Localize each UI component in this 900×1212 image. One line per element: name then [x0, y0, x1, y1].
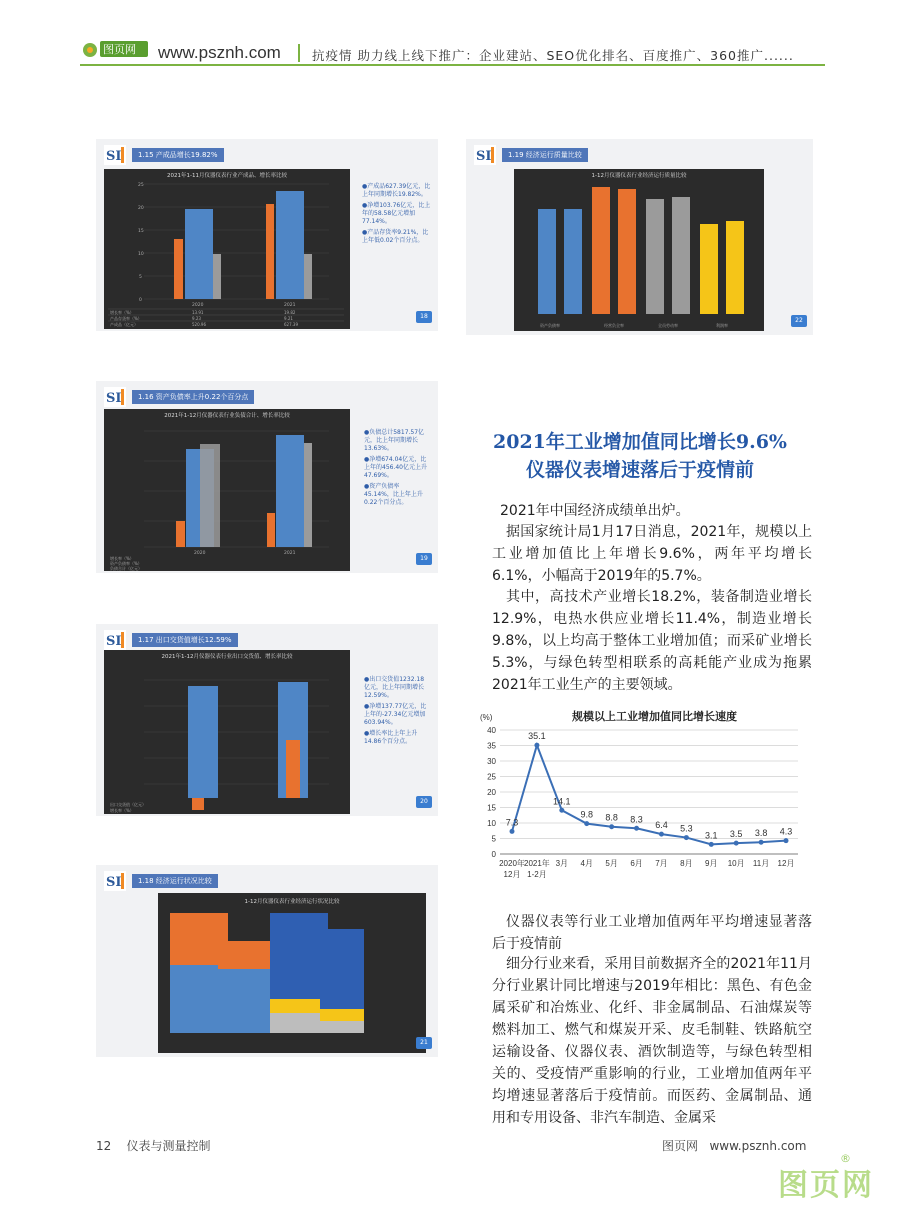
header-slogan: 抗疫情 助力线上线下推广：企业建站、SEO优化排名、百度推广、360推广...... [312, 48, 794, 63]
bar-q [646, 199, 664, 314]
y-tick-label: 20 [487, 788, 496, 797]
slide-title: 1.18 经济运行状况比较 [132, 874, 218, 888]
bar-rate-2020 [213, 254, 221, 299]
data-point [684, 835, 689, 840]
svg-text:出口交货值（亿元）: 出口交货值（亿元） [110, 802, 146, 807]
bar-stock-2020 [185, 209, 213, 299]
data-label: 8.8 [605, 812, 618, 823]
svg-text:5: 5 [139, 275, 142, 280]
svg-text:SI: SI [106, 875, 122, 890]
data-point [709, 842, 714, 847]
y-tick-label: 5 [491, 834, 496, 844]
data-label: 35.1 [528, 731, 546, 742]
data-label: 5.3 [680, 823, 693, 834]
bar-stack-main [270, 913, 328, 999]
paragraph: 细分行业来看，采用目前数据齐全的2021年11月分行业累计同比增速与2019年相比：黑色、有色金属采矿和冶炼业、化纤、非金属制品、石油煤炭等燃料加工、燃气和煤炭开采、皮毛制鞋、铁路航空运输设备、仪器仪表、酒饮制造等，与绿色转型相关的、受疫情严重影响的行业，工业增加值两年平均增速显著落后于疫情前。而医药、金属制品、通用和专用设备、非汽车制造、金属采 [492, 956, 812, 1126]
footer-site[interactable] [662, 1137, 806, 1154]
x-tick-label: 6月 [630, 859, 643, 868]
article-title-line1: 2021年工业增加值同比增长9.6% [493, 431, 787, 453]
bar-stack-cost [320, 1021, 364, 1033]
x-tick-label: 12月 [503, 870, 521, 879]
series-line [512, 745, 786, 844]
data-label: 7.3 [505, 817, 519, 828]
svg-text:19.82: 19.82 [284, 310, 296, 315]
svg-text:2021: 2021 [284, 551, 296, 556]
magazine-name: 仪表与测量控制 [126, 1139, 211, 1153]
chart-title: 2021年1-12月仪器仪表行业出口交货值、增长率比较 [161, 654, 293, 660]
svg-text:2020: 2020 [194, 551, 206, 556]
header-site-url[interactable]: www.psznh.com [158, 43, 281, 62]
bar-growth-2021 [267, 513, 275, 547]
svg-text:SI: SI [106, 391, 122, 406]
logo-text: 图页网 [103, 43, 136, 56]
x-tick-label: 5月 [605, 859, 618, 868]
data-label: 3.1 [705, 830, 718, 841]
slide-chart [104, 650, 350, 814]
bar-debt-2021 [276, 435, 304, 547]
bar-stock-2021 [276, 191, 304, 299]
y-tick-label: 15 [487, 803, 496, 813]
svg-text:25: 25 [138, 183, 144, 188]
svg-text:20: 20 [138, 206, 144, 211]
chart-title: 1-12月仪器仪表行业经济运行质量比较 [591, 173, 687, 179]
y-tick-label: 0 [491, 850, 496, 859]
chart-title: 1-12月仪器仪表行业经济运行状况比较 [244, 899, 340, 905]
chart-title: 规模以上工业增加值同比增长速度 [572, 710, 737, 723]
bar-growth-2020 [174, 239, 183, 299]
data-point [609, 824, 614, 829]
bar-growth-2021 [286, 740, 300, 798]
x-tick-label: 4月 [580, 859, 593, 868]
x-tick-label: 3月 [555, 859, 569, 868]
svg-text:资产负债率: 资产负债率 [540, 323, 560, 328]
data-label: 4.3 [779, 826, 793, 837]
data-point [734, 841, 739, 846]
data-label: 14.1 [553, 796, 571, 807]
x-tick-label: 7月 [655, 859, 668, 868]
svg-text:SI: SI [476, 149, 492, 164]
growth-line-chart [472, 704, 816, 882]
slide-notes: ●产成品627.39亿元，比上年同期增长19.82%。 ●净增103.76亿元，比上年的58.58亿元增加77.14%。 ●产品存货率9.21%，比上年低0.02个百分点。 [362, 183, 431, 244]
slide-chart [158, 893, 426, 1053]
footer-site-url[interactable]: www.psznh.com [709, 1139, 807, 1153]
bar-growth-2021 [266, 204, 274, 299]
data-point [559, 808, 564, 813]
slide-page-number: 18 [416, 311, 432, 323]
data-label: 8.3 [630, 814, 643, 825]
slide-title: 1.15 产成品增长19.82% [132, 148, 224, 162]
bar-q [618, 189, 636, 314]
chart-title: 2021年1-12月仪器仪表行业负债合计、增长率比较 [164, 413, 290, 419]
slide-chart [104, 409, 350, 571]
data-point [784, 838, 789, 843]
data-point [510, 829, 515, 834]
year-label: 2021 [284, 303, 296, 308]
cima-logo-icon [104, 387, 126, 407]
svg-text:经营负全率: 经营负全率 [604, 323, 624, 328]
slide-page-number: 20 [416, 796, 432, 808]
svg-text:13.91: 13.91 [192, 310, 204, 315]
svg-text:负债合计（亿元）: 负债合计（亿元） [110, 566, 142, 571]
y-tick-label: 10 [487, 819, 496, 828]
svg-text:全员劳动率: 全员劳动率 [658, 323, 678, 328]
svg-text:产成品（亿元）: 产成品（亿元） [110, 322, 138, 327]
article-title [470, 428, 810, 484]
data-point [584, 821, 589, 826]
slide-20 [96, 624, 438, 816]
svg-text:增长率（%）: 增长率（%） [110, 808, 134, 813]
y-tick-label: 35 [487, 741, 496, 751]
bar-rate-2021 [304, 254, 312, 299]
x-tick-label: 11月 [752, 859, 770, 868]
watermark-logo: 图页网 [778, 1168, 874, 1203]
paragraph: 其中，高技术产业增长18.2%，装备制造业增长12.9%，电热水供应业增长11.4%，制造业增长9.8%，以上均高于整体工业增加值；而采矿业增长5.3%，与绿色转型相联系的高耗能产业成为拖累2021年工业生产的主要领域。 [492, 589, 812, 693]
x-tick-label: 1-2月 [527, 870, 547, 879]
page-number: 12 [96, 1139, 112, 1153]
x-tick-label: 8月 [680, 859, 693, 868]
svg-text:15: 15 [138, 229, 144, 234]
svg-text:利润率: 利润率 [716, 323, 728, 328]
x-tick-label: 9月 [705, 859, 718, 868]
bar-q [700, 224, 718, 314]
bar-ratio-2021 [304, 443, 312, 547]
slide-chart [514, 169, 764, 331]
svg-text:627.39: 627.39 [284, 322, 298, 327]
slide-chart [104, 169, 350, 329]
paragraph: 2021年中国经济成绩单出炉。 [500, 503, 690, 519]
bar-stack-profit [270, 999, 328, 1013]
svg-text:520.96: 520.96 [192, 322, 206, 327]
paragraph: 仪器仪表等行业工业增加值两年平均增速显著落后于疫情前 [492, 914, 812, 952]
svg-text:产品存货率（%）: 产品存货率（%） [110, 316, 142, 321]
data-point [634, 826, 639, 831]
bar-ratio-2020 [200, 444, 220, 547]
bar-export-2020 [188, 686, 218, 798]
bar-stack-profit [320, 1009, 364, 1021]
registered-mark: ® [840, 1152, 851, 1165]
y-tick-label: 30 [487, 757, 496, 766]
cima-logo-icon [104, 145, 126, 165]
data-label: 9.8 [580, 809, 593, 820]
x-tick-label: 10月 [727, 859, 745, 868]
x-tick-label: 2021年 [524, 859, 550, 868]
x-tick-label: 12月 [777, 859, 795, 868]
svg-text:9.23: 9.23 [192, 316, 201, 321]
header-rule [80, 64, 825, 66]
bar-q [592, 187, 610, 314]
y-tick-label: 25 [487, 772, 496, 782]
svg-text:SI: SI [106, 634, 122, 649]
slide-title: 1.19 经济运行质量比较 [502, 148, 588, 162]
paragraph: 据国家统计局1月17日消息，2021年，规模以上工业增加值比上年增长9.6%，两年平均增长6.1%，小幅高于2019年的5.7%。 [492, 524, 812, 584]
data-point [659, 832, 664, 837]
bar-q [672, 197, 690, 314]
bar-stack-top [218, 941, 278, 969]
slide-19 [96, 381, 438, 573]
slide-page-number: 21 [416, 1037, 432, 1049]
slide-21 [96, 865, 438, 1057]
cima-logo-icon [104, 871, 126, 891]
bar-stack-bottom [218, 969, 278, 1033]
bar-stack-cost [270, 1013, 328, 1033]
slide-18 [96, 139, 438, 331]
svg-text:增长率（%）: 增长率（%） [110, 310, 134, 315]
slide-notes: ●出口交货值1232.18亿元，比上年同期增长12.59%。 ●净增137.77亿元，比上年的-27.34亿元增加603.94%。 ●增长率比上年上升14.86个百分点。 [364, 676, 427, 745]
slide-title: 1.17 出口交货值增长12.59% [132, 633, 238, 647]
data-label: 3.5 [729, 829, 743, 840]
svg-text:0: 0 [139, 298, 142, 303]
bar-q [726, 221, 744, 314]
chart-title: 2021年1-11月仪器仪表行业产成品、增长率比较 [167, 173, 287, 179]
y-axis-unit: (%) [480, 713, 493, 722]
article-title-line2: 仪器仪表增速落后于疫情前 [525, 459, 754, 481]
data-point [759, 840, 764, 845]
slide-notes: ●负债总计5817.57亿元，比上年同期增长13.63%。 ●净增674.04亿元，比上年的456.40亿元上升47.69%。 ●资产负债率45.14%，比上年上升0.22个百分点。 [364, 429, 427, 506]
cima-logo-icon [474, 145, 496, 165]
bar-q [564, 209, 582, 314]
y-tick-label: 40 [487, 726, 496, 735]
data-label: 3.8 [754, 828, 768, 839]
svg-text:资产负债率（%）: 资产负债率（%） [110, 561, 142, 566]
svg-text:SI: SI [106, 149, 122, 164]
site-logo[interactable] [80, 38, 150, 64]
svg-text:9.21: 9.21 [284, 316, 293, 321]
svg-text:10: 10 [138, 252, 144, 257]
x-tick-label: 2020年 [499, 859, 525, 868]
svg-text:增长率（%）: 增长率（%） [110, 556, 134, 561]
slide-page-number: 22 [791, 315, 807, 327]
cima-logo-icon [104, 630, 126, 650]
data-point [534, 743, 539, 748]
year-label: 2020 [192, 303, 204, 308]
header-separator [298, 44, 300, 62]
data-label: 6.4 [655, 820, 668, 831]
footer-page-info [96, 1137, 211, 1154]
slide-page-number: 19 [416, 553, 432, 565]
bar-stack-main [320, 929, 364, 1009]
bar-growth-2020 [192, 798, 204, 810]
slide-title: 1.16 资产负债率上升0.22个百分点 [132, 390, 254, 404]
slide-22 [466, 139, 813, 335]
bar-growth-2020 [176, 521, 185, 547]
bar-q [538, 209, 556, 314]
footer-site-name: 图页网 [662, 1139, 699, 1153]
